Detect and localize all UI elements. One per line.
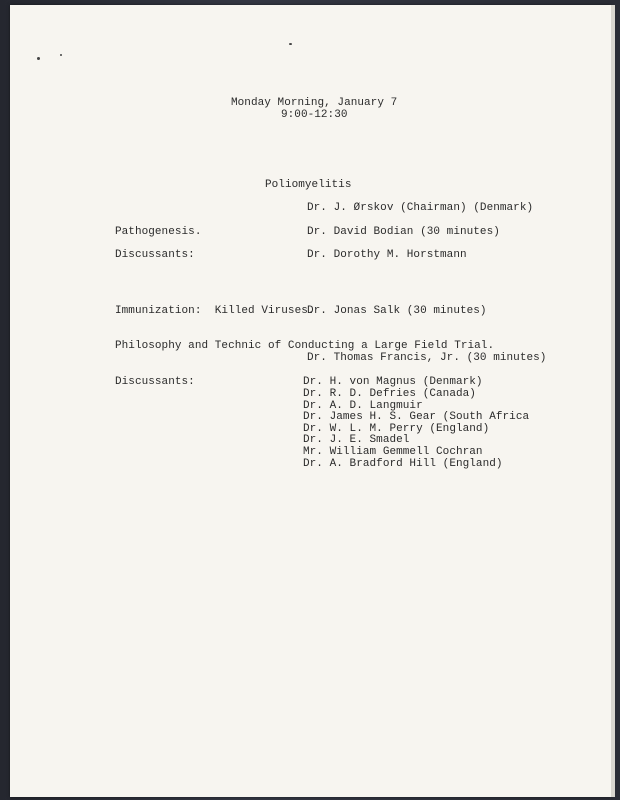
philosophy-speaker: Dr. Thomas Francis, Jr. (30 minutes) bbox=[307, 352, 547, 364]
schedule-time: 9:00-12:30 bbox=[281, 109, 348, 121]
speck-mark bbox=[60, 54, 62, 56]
page-edge bbox=[611, 5, 615, 797]
philosophy-title: Philosophy and Technic of Conducting a Large Field Trial. bbox=[115, 340, 495, 352]
discussant-name: Dr. H. von Magnus (Denmark) bbox=[303, 376, 483, 388]
discussant-name: Dr. James H. S. Gear (South Africa bbox=[303, 411, 530, 423]
speck-mark bbox=[289, 43, 292, 45]
discussant-name: Dr. W. L. M. Perry (England) bbox=[303, 423, 490, 435]
discussant-name: Dr. R. D. Defries (Canada) bbox=[303, 388, 476, 400]
section-title: Poliomyelitis bbox=[265, 179, 352, 191]
discussants-label: Discussants: bbox=[115, 376, 195, 388]
chairman-line: Dr. J. Ørskov (Chairman) (Denmark) bbox=[307, 202, 534, 214]
speck-mark bbox=[37, 57, 40, 60]
discussant-name: Dr. Dorothy M. Horstmann bbox=[307, 249, 467, 261]
pathogenesis-speaker: Dr. David Bodian (30 minutes) bbox=[307, 226, 500, 238]
discussant-name: Mr. William Gemmell Cochran bbox=[303, 446, 483, 458]
discussant-name: Dr. A. D. Langmuir bbox=[303, 400, 423, 412]
immunization-speaker: Dr. Jonas Salk (30 minutes) bbox=[307, 305, 487, 317]
pathogenesis-label: Pathogenesis. bbox=[115, 226, 202, 238]
discussant-name: Dr. A. Bradford Hill (England) bbox=[303, 458, 503, 470]
discussants-label: Discussants: bbox=[115, 249, 195, 261]
schedule-date: Monday Morning, January 7 bbox=[231, 97, 398, 109]
immunization-label: Immunization: Killed Viruses. bbox=[115, 305, 315, 317]
discussant-name: Dr. J. E. Smadel bbox=[303, 434, 410, 446]
